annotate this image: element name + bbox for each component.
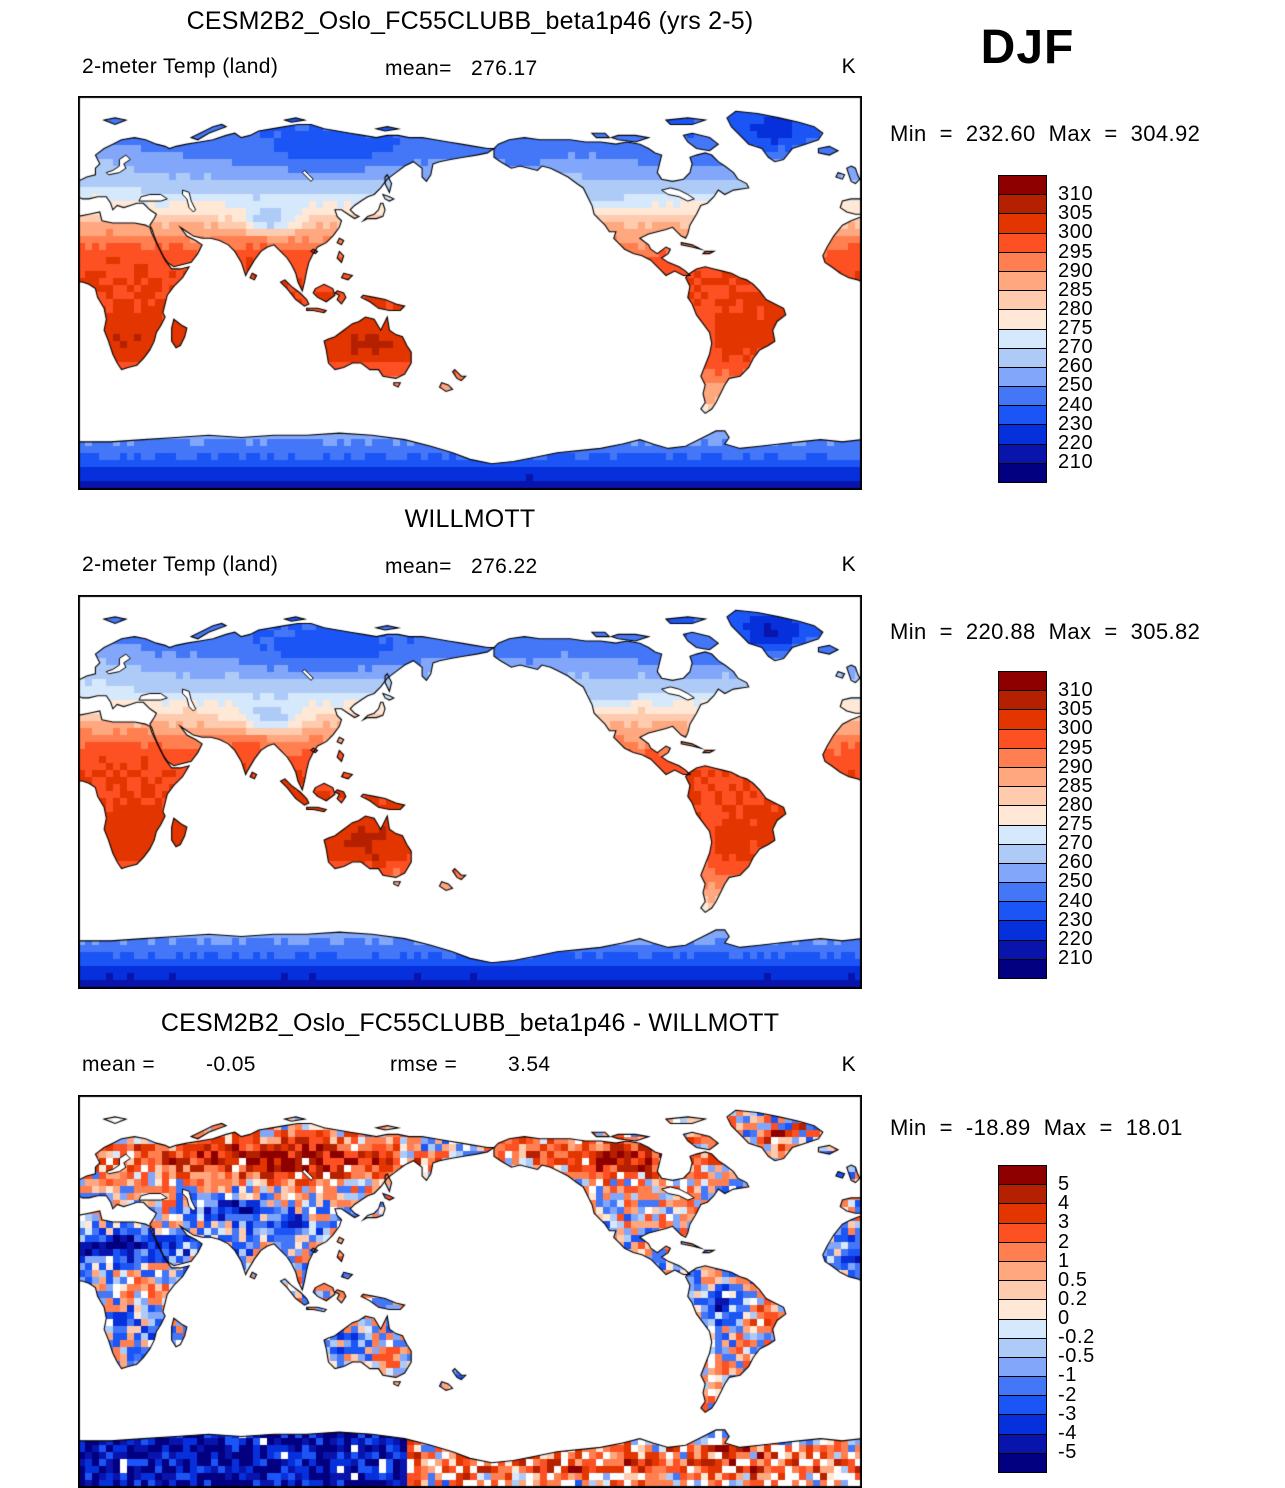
colorbar-tick-label: 310 bbox=[1058, 679, 1094, 702]
panel1-colorbar bbox=[998, 175, 1047, 483]
colorbar-segment bbox=[999, 1396, 1046, 1415]
colorbar-tick-label: 310 bbox=[1058, 183, 1094, 206]
colorbar-segment bbox=[999, 768, 1046, 787]
colorbar-segment bbox=[999, 864, 1046, 883]
colorbar-tick-label: 270 bbox=[1058, 832, 1094, 855]
colorbar-tick-label: 300 bbox=[1058, 221, 1094, 244]
panel1-max-label: Max bbox=[1048, 121, 1092, 146]
colorbar-segment bbox=[999, 1185, 1046, 1204]
colorbar-tick-label: 295 bbox=[1058, 736, 1094, 759]
colorbar-tick-label: -4 bbox=[1058, 1421, 1077, 1444]
colorbar-tick-label: -0.2 bbox=[1058, 1326, 1095, 1349]
colorbar-segment bbox=[999, 272, 1046, 291]
colorbar-tick-label: 305 bbox=[1058, 698, 1094, 721]
panel2-colorbar bbox=[998, 671, 1047, 979]
colorbar-tick-label: 210 bbox=[1058, 450, 1094, 473]
colorbar-segment bbox=[999, 691, 1046, 710]
colorbar-segment bbox=[999, 1204, 1046, 1223]
colorbar-segment bbox=[999, 387, 1046, 406]
colorbar-segment bbox=[999, 1358, 1046, 1377]
colorbar-tick-label: 220 bbox=[1058, 431, 1094, 454]
panel3-rmse-value: 3.54 bbox=[508, 1053, 551, 1076]
colorbar-tick-label: -3 bbox=[1058, 1402, 1077, 1425]
colorbar-tick-label: 295 bbox=[1058, 240, 1094, 263]
panel2-max-value: 305.82 bbox=[1130, 619, 1201, 644]
panel1-min-eq: = bbox=[939, 121, 953, 146]
panel2-min-label: Min bbox=[890, 619, 927, 644]
colorbar-segment bbox=[999, 1166, 1046, 1185]
colorbar-segment bbox=[999, 425, 1046, 444]
colorbar-tick-label: 260 bbox=[1058, 851, 1094, 874]
panel2-mean-label: mean= bbox=[385, 555, 452, 578]
panel3-map-canvas bbox=[78, 1095, 862, 1488]
colorbar-tick-label: 300 bbox=[1058, 717, 1094, 740]
colorbar-segment bbox=[999, 921, 1046, 940]
colorbar-segment bbox=[999, 826, 1046, 845]
colorbar-segment bbox=[999, 310, 1046, 329]
panel3-min-eq: = bbox=[939, 1115, 953, 1140]
colorbar-segment bbox=[999, 1243, 1046, 1262]
colorbar-tick-label: 250 bbox=[1058, 870, 1094, 893]
colorbar-segment bbox=[999, 445, 1046, 464]
colorbar-tick-label: 290 bbox=[1058, 755, 1094, 778]
colorbar-tick-label: 5 bbox=[1058, 1173, 1070, 1196]
colorbar-tick-label: -2 bbox=[1058, 1383, 1077, 1406]
colorbar-segment bbox=[999, 806, 1046, 825]
colorbar-tick-label: 270 bbox=[1058, 336, 1094, 359]
colorbar-segment bbox=[999, 176, 1046, 195]
panel3-units-label: K bbox=[841, 1053, 856, 1076]
colorbar-tick-label: 0.2 bbox=[1058, 1287, 1088, 1310]
panel3-mean-label: mean = bbox=[82, 1053, 156, 1076]
panel2-units-label: K bbox=[841, 553, 856, 576]
colorbar-segment bbox=[999, 234, 1046, 253]
colorbar-tick-label: -5 bbox=[1058, 1440, 1077, 1463]
panel3-map bbox=[78, 1095, 862, 1488]
colorbar-segment bbox=[999, 214, 1046, 233]
panel3-subtitle-row bbox=[78, 1053, 862, 1081]
colorbar-tick-label: 280 bbox=[1058, 297, 1094, 320]
colorbar-segment bbox=[999, 1300, 1046, 1319]
colorbar-segment bbox=[999, 1320, 1046, 1339]
panel2-max-label: Max bbox=[1048, 619, 1092, 644]
colorbar-segment bbox=[999, 195, 1046, 214]
colorbar-tick-label: 285 bbox=[1058, 774, 1094, 797]
colorbar-tick-label: 4 bbox=[1058, 1192, 1070, 1215]
panel3-colorbar-labels bbox=[1058, 1165, 1148, 1471]
panel3-max-eq: = bbox=[1099, 1115, 1113, 1140]
colorbar-segment bbox=[999, 368, 1046, 387]
colorbar-segment bbox=[999, 349, 1046, 368]
panel3-mean-value: -0.05 bbox=[206, 1053, 256, 1076]
colorbar-segment bbox=[999, 787, 1046, 806]
colorbar-tick-label: 3 bbox=[1058, 1211, 1070, 1234]
panel2-variable-label: 2-meter Temp (land) bbox=[82, 553, 279, 576]
panel2-map bbox=[78, 595, 862, 989]
panel3-min-value: -18.89 bbox=[965, 1115, 1031, 1140]
colorbar-segment bbox=[999, 1415, 1046, 1434]
panel1-min-value: 232.60 bbox=[965, 121, 1036, 146]
panel1-max-eq: = bbox=[1104, 121, 1118, 146]
colorbar-segment bbox=[999, 1262, 1046, 1281]
colorbar-tick-label: 220 bbox=[1058, 927, 1094, 950]
panel2-min-eq: = bbox=[939, 619, 953, 644]
colorbar-tick-label: 230 bbox=[1058, 412, 1094, 435]
panel1-map bbox=[78, 96, 862, 490]
season-label: DJF bbox=[980, 21, 1075, 74]
colorbar-segment bbox=[999, 672, 1046, 691]
colorbar-tick-label: -0.5 bbox=[1058, 1345, 1095, 1368]
colorbar-segment bbox=[999, 902, 1046, 921]
colorbar-tick-label: 285 bbox=[1058, 278, 1094, 301]
colorbar-tick-label: 240 bbox=[1058, 393, 1094, 416]
panel3-min-label: Min bbox=[890, 1115, 927, 1140]
panel2-map-canvas bbox=[78, 595, 862, 989]
panel2-subtitle-row bbox=[78, 553, 862, 581]
panel1-units-label: K bbox=[841, 55, 856, 78]
colorbar-tick-label: 275 bbox=[1058, 317, 1094, 339]
panel3-minmax bbox=[890, 1115, 1235, 1141]
panel3-max-value: 18.01 bbox=[1125, 1115, 1183, 1140]
colorbar-tick-label: 0 bbox=[1058, 1307, 1070, 1329]
panel3-max-label: Max bbox=[1043, 1115, 1087, 1140]
panel1-title: CESM2B2_Oslo_FC55CLUBB_beta1p46 (yrs 2-5) bbox=[186, 7, 754, 35]
colorbar-segment bbox=[999, 941, 1046, 960]
panel1-mean-label: mean= bbox=[385, 57, 452, 80]
panel1-subtitle-row bbox=[78, 55, 862, 83]
colorbar-tick-label: 240 bbox=[1058, 889, 1094, 912]
panel2-mean-value: 276.22 bbox=[471, 555, 538, 578]
colorbar-segment bbox=[999, 749, 1046, 768]
panel1-max-value: 304.92 bbox=[1130, 121, 1201, 146]
colorbar-tick-label: 0.5 bbox=[1058, 1268, 1088, 1291]
colorbar-segment bbox=[999, 464, 1046, 482]
colorbar-segment bbox=[999, 730, 1046, 749]
panel1-minmax bbox=[890, 121, 1235, 147]
colorbar-segment bbox=[999, 1281, 1046, 1300]
colorbar-tick-label: 275 bbox=[1058, 813, 1094, 835]
colorbar-segment bbox=[999, 1435, 1046, 1454]
colorbar-segment bbox=[999, 291, 1046, 310]
colorbar-segment bbox=[999, 406, 1046, 425]
panel1-min-label: Min bbox=[890, 121, 927, 146]
panel1-colorbar-labels bbox=[1058, 175, 1148, 481]
colorbar-tick-label: 305 bbox=[1058, 202, 1094, 225]
panel2-max-eq: = bbox=[1104, 619, 1118, 644]
panel2-min-value: 220.88 bbox=[965, 619, 1036, 644]
colorbar-tick-label: 290 bbox=[1058, 259, 1094, 282]
panel3-rmse-label: rmse = bbox=[390, 1053, 458, 1076]
colorbar-tick-label: 280 bbox=[1058, 793, 1094, 816]
colorbar-segment bbox=[999, 710, 1046, 729]
colorbar-segment bbox=[999, 253, 1046, 272]
colorbar-segment bbox=[999, 1339, 1046, 1358]
colorbar-tick-label: 260 bbox=[1058, 355, 1094, 378]
panel2-title: WILLMOTT bbox=[404, 505, 536, 533]
colorbar-tick-label: 210 bbox=[1058, 946, 1094, 969]
colorbar-segment bbox=[999, 960, 1046, 978]
colorbar-tick-label: 1 bbox=[1058, 1249, 1070, 1272]
colorbar-segment bbox=[999, 1224, 1046, 1243]
colorbar-tick-label: -1 bbox=[1058, 1364, 1077, 1387]
colorbar-segment bbox=[999, 1454, 1046, 1472]
colorbar-tick-label: 250 bbox=[1058, 374, 1094, 397]
panel2-minmax bbox=[890, 619, 1235, 645]
panel1-map-canvas bbox=[78, 96, 862, 490]
colorbar-segment bbox=[999, 330, 1046, 349]
colorbar-segment bbox=[999, 1377, 1046, 1396]
panel1-variable-label: 2-meter Temp (land) bbox=[82, 55, 279, 78]
panel3-title: CESM2B2_Oslo_FC55CLUBB_beta1p46 - WILLMOTT bbox=[160, 1009, 780, 1037]
panel1-mean-value: 276.17 bbox=[471, 57, 538, 80]
colorbar-segment bbox=[999, 845, 1046, 864]
colorbar-tick-label: 230 bbox=[1058, 908, 1094, 931]
colorbar-tick-label: 2 bbox=[1058, 1230, 1070, 1253]
panel3-colorbar bbox=[998, 1165, 1047, 1473]
colorbar-segment bbox=[999, 883, 1046, 902]
panel2-colorbar-labels bbox=[1058, 671, 1148, 977]
